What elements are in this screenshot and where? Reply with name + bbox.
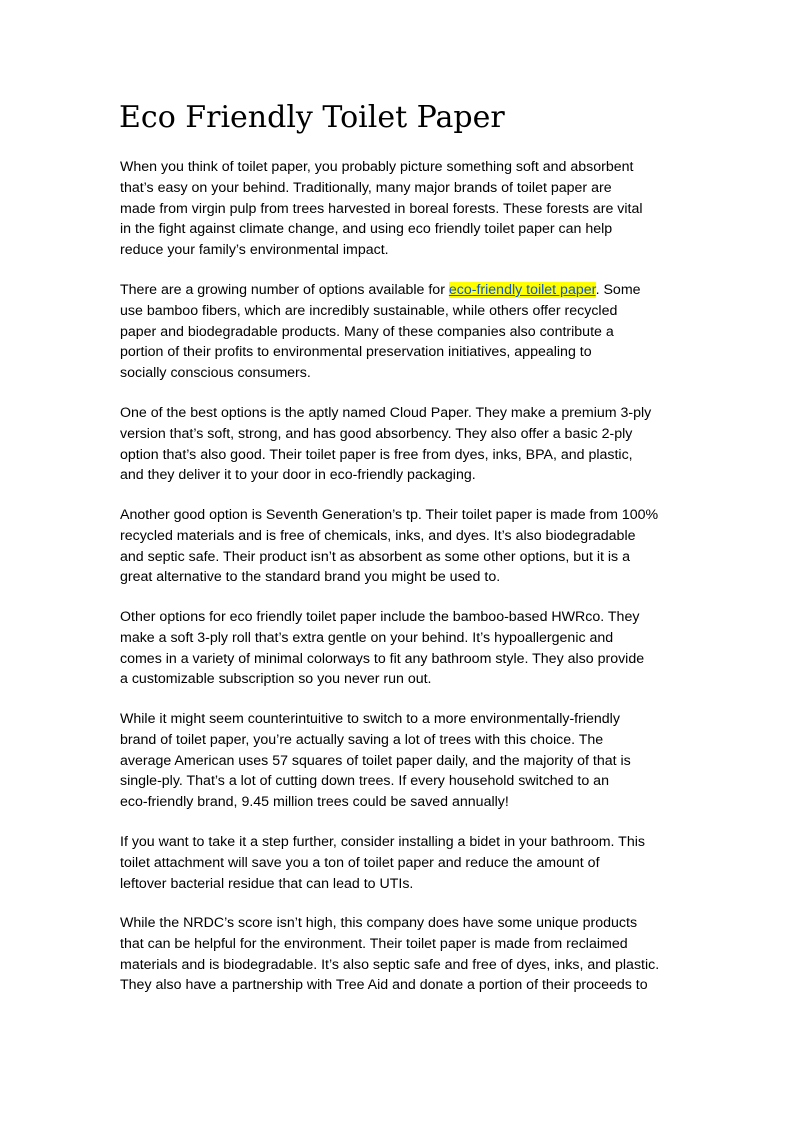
text-line: eco-friendly brand, 9.45 million trees could be saved annually! xyxy=(120,794,509,811)
text-line: While it might seem counterintuitive to switch to a more environmentally-friendly xyxy=(120,711,620,727)
eco-friendly-toilet-paper-link[interactable]: eco-friendly toilet paper xyxy=(448,282,596,298)
text-line: option that’s also good. Their toilet paper is free from dyes, inks, BPA, and plastic, xyxy=(120,446,633,463)
text-line: make a soft 3-ply roll that’s extra gentle on your behind. It’s hypoallergenic and xyxy=(120,629,614,646)
text-line: portion of their profits to environmental preservation initiatives, appealing to xyxy=(120,344,592,361)
text-line: They also have a partnership with Tree Aid and donate a portion of their proceeds to xyxy=(120,977,648,994)
text-fragment: There are a growing number of options available for xyxy=(120,282,445,298)
paragraph-bidet xyxy=(120,832,645,894)
paragraph-seventh-generation xyxy=(120,505,658,588)
text-line: socially conscious consumers. xyxy=(120,365,311,382)
text-line: leftover bacterial residue that can lead to UTIs. xyxy=(120,875,414,892)
paragraph-hwrco xyxy=(120,607,644,690)
text-line: If you want to take it a step further, consider installing a bidet in your bathroom. This xyxy=(120,834,645,850)
paragraph-cloud-paper xyxy=(120,403,651,486)
text-line: While the NRDC’s score isn’t high, this company does have some unique products xyxy=(120,915,638,931)
text-line: Another good option is Seventh Generation’s tp. Their toilet paper is made from 100% xyxy=(120,507,659,523)
text-line: Other options for eco friendly toilet paper include the bamboo-based HWRco. They xyxy=(120,609,640,625)
text-line: When you think of toilet paper, you probably picture something soft and absorbent xyxy=(120,159,634,175)
text-line: made from virgin pulp from trees harvested in boreal forests. These forests are vital xyxy=(120,200,643,217)
text-line: comes in a variety of minimal colorways to fit any bathroom style. They also provide xyxy=(120,650,645,667)
text-line: average American uses 57 squares of toilet paper daily, and the majority of that is xyxy=(120,752,631,769)
text-line: paper and biodegradable products. Many of these companies also contribute a xyxy=(120,323,614,340)
text-line: a customizable subscription so you never run out. xyxy=(120,671,432,688)
paragraph-savings xyxy=(120,709,631,813)
paragraph-intro xyxy=(120,157,643,261)
text-line: great alternative to the standard brand you might be used to. xyxy=(120,569,501,586)
text-line: that can be helpful for the environment. Their toilet paper is made from reclaimed xyxy=(120,935,628,952)
paragraph-nrdc xyxy=(120,913,659,996)
document-title: Eco Friendly Toilet Paper xyxy=(119,100,505,135)
text-line-with-link xyxy=(120,280,641,301)
text-line: materials and is biodegradable. It’s also septic safe and free of dyes, inks, and plastic. xyxy=(120,956,660,973)
text-line: brand of toilet paper, you’re actually saving a lot of trees with this choice. The xyxy=(120,731,604,748)
text-fragment: . Some xyxy=(595,282,641,298)
text-line: and septic safe. Their product isn’t as absorbent as some other options, but it is a xyxy=(120,548,630,565)
text-line: One of the best options is the aptly named Cloud Paper. They make a premium 3-ply xyxy=(120,405,652,421)
paragraph-options xyxy=(120,280,641,384)
text-line: single-ply. That’s a lot of cutting down trees. If every household switched to an xyxy=(120,773,609,790)
text-line: use bamboo fibers, which are incredibly sustainable, while others offer recycled xyxy=(120,302,618,319)
text-line: version that’s soft, strong, and has good absorbency. They also offer a basic 2-ply xyxy=(120,425,633,442)
text-line: that’s easy on your behind. Traditionally, many major brands of toilet paper are xyxy=(120,179,612,196)
text-line: and they deliver it to your door in eco-friendly packaging. xyxy=(120,467,476,484)
text-line: reduce your family’s environmental impact. xyxy=(120,242,389,259)
text-line: in the fight against climate change, and using eco friendly toilet paper can help xyxy=(120,221,613,238)
text-line: recycled materials and is free of chemicals, inks, and dyes. It’s also biodegradable xyxy=(120,527,636,544)
text-line: toilet attachment will save you a ton of toilet paper and reduce the amount of xyxy=(120,854,600,871)
